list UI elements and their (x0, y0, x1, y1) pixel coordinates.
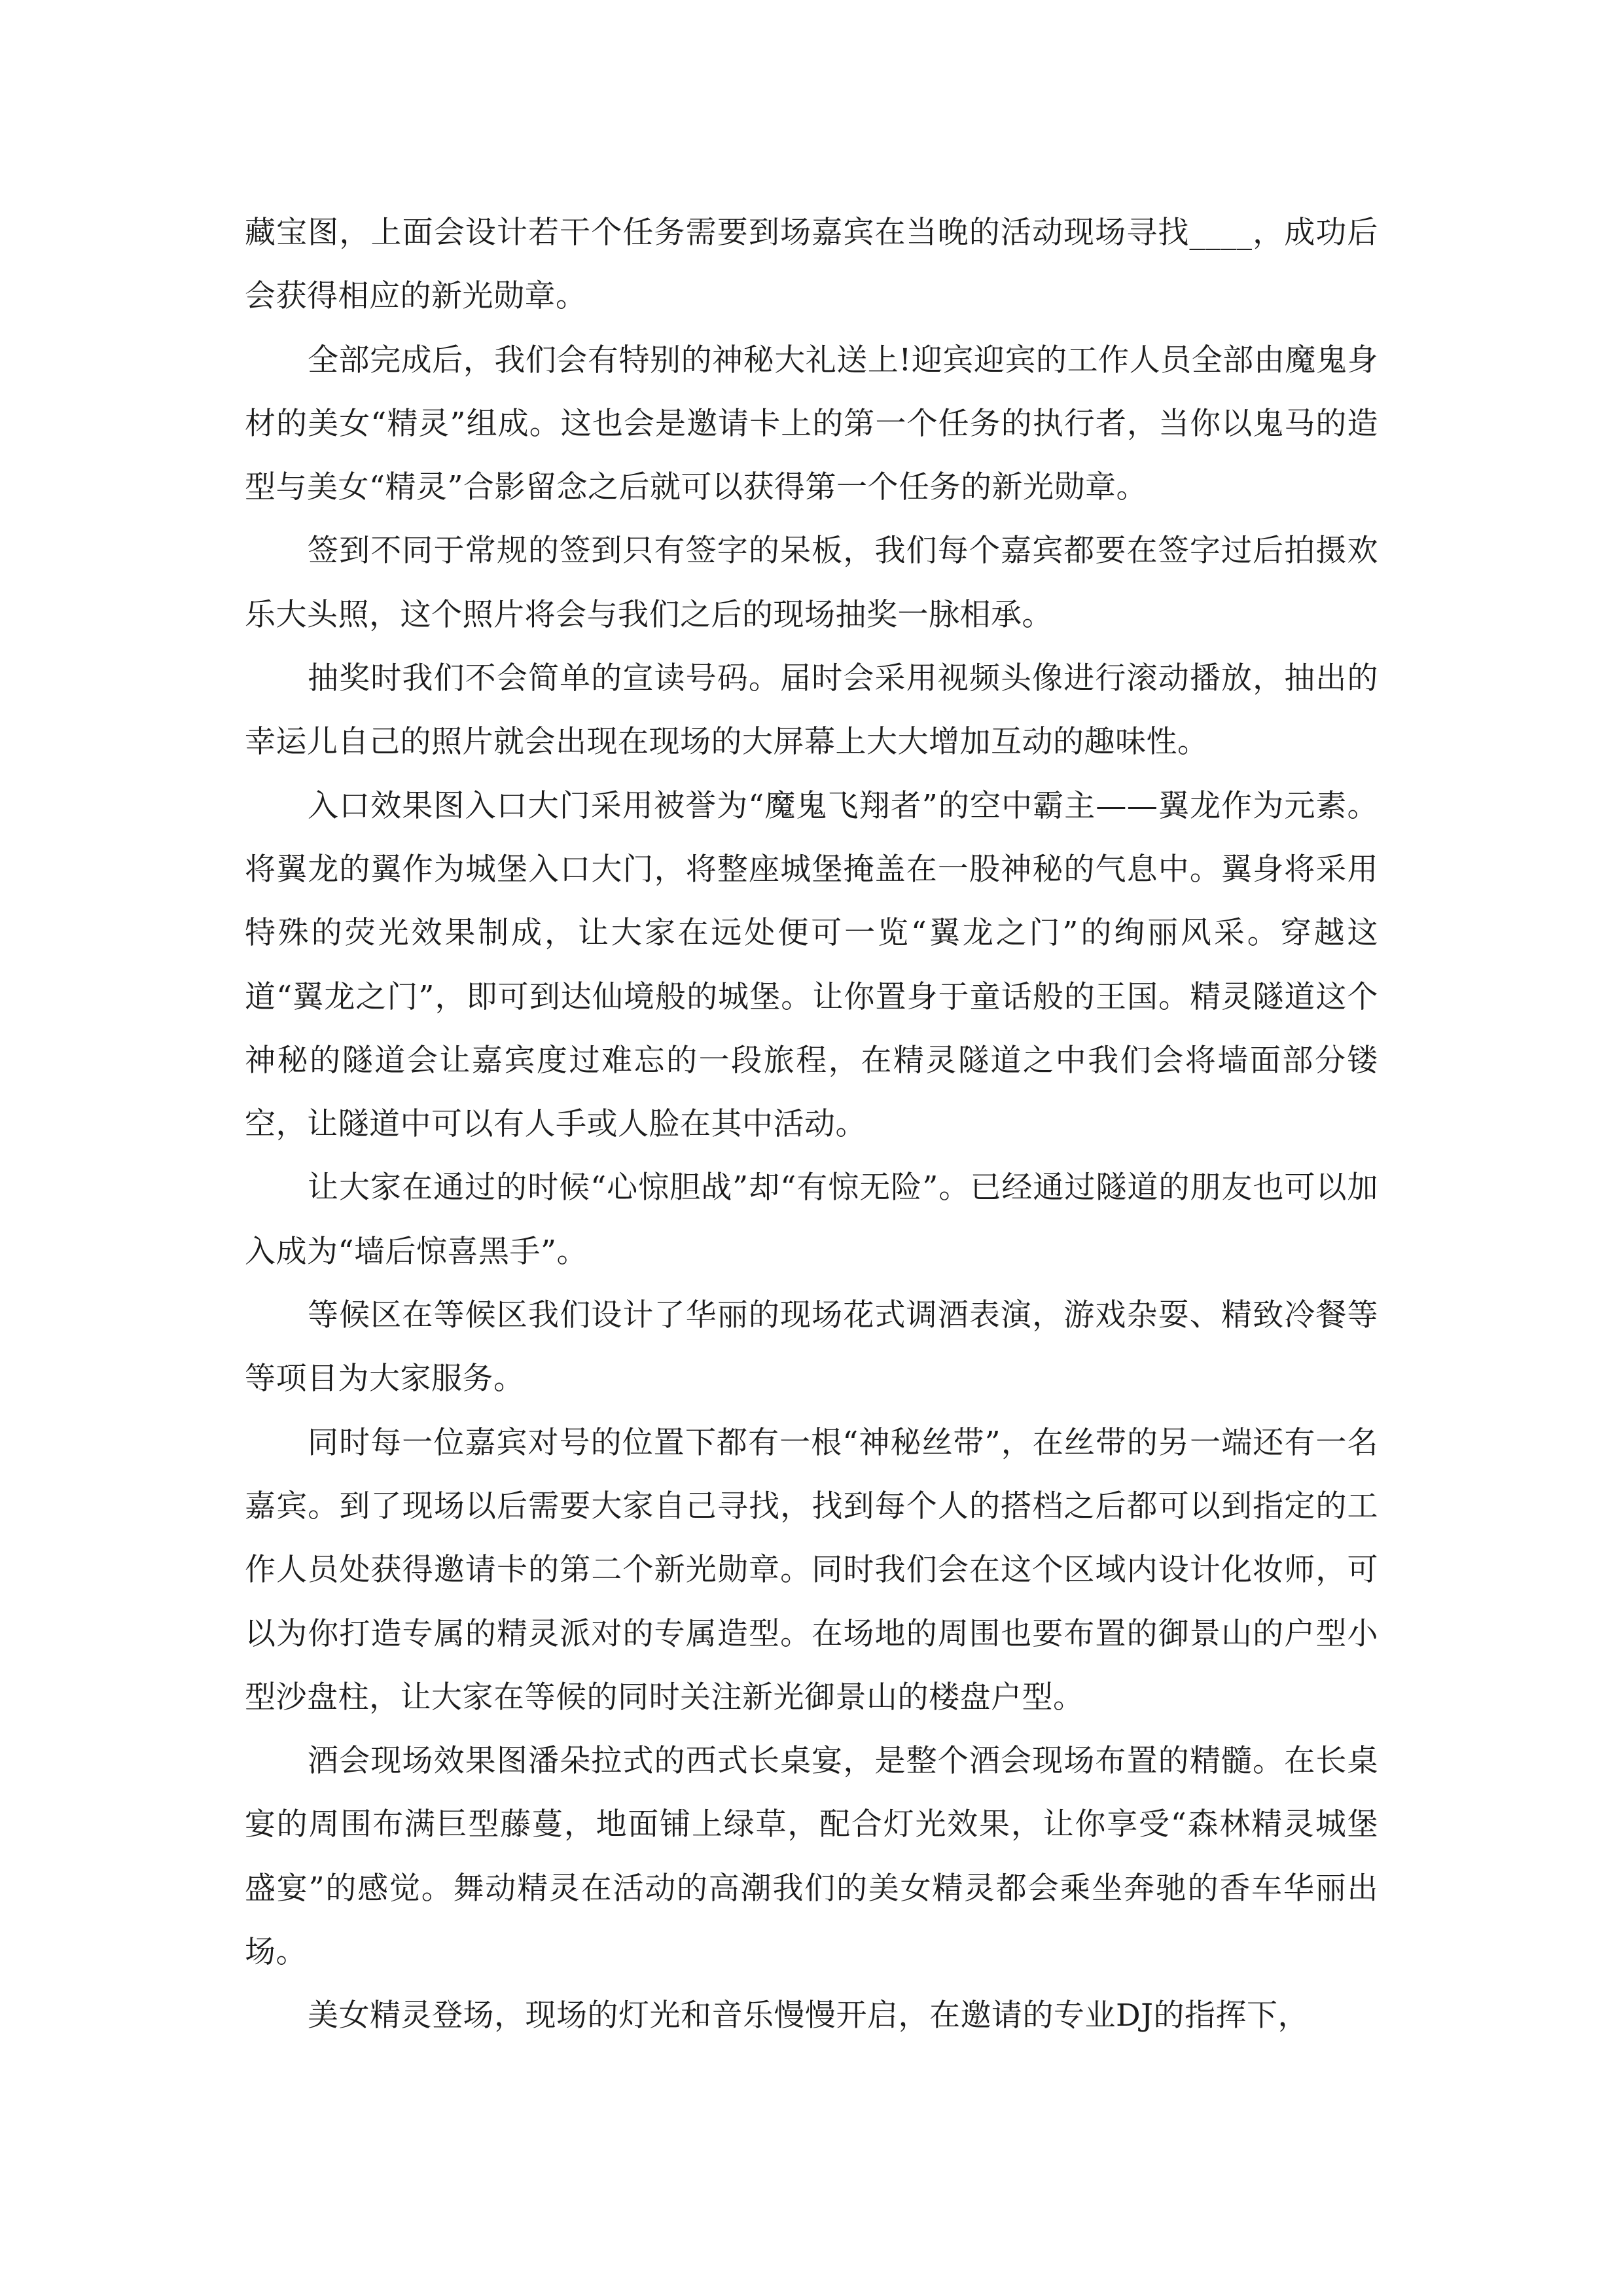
paragraph-4: 抽奖时我们不会简单的宣读号码。届时会采用视频头像进行滚动播放，抽出的幸运儿自己的照片就会出现在现场的大屏幕上大大增加互动的趣味性。 (245, 660, 1378, 761)
paragraph-5: 入口效果图入口大门采用被誉为“魔鬼飞翔者”的空中霸主——翼龙作为元素。将翼龙的翼作为城堡入口大门，将整座城堡掩盖在一股神秘的气息中。翼身将采用特殊的荧光效果制成，让大家在远处便可一览“翼龙之门”的绚丽风采。穿越这道“翼龙之门”，即可到达仙境般的城堡。让你置身于童话般的王国。精灵隧道这个神秘的隧道会让嘉宾度过难忘的一段旅程，在精灵隧道之中我们会将墙面部分镂空，让隧道中可以有人手或人脸在其中活动。 (245, 787, 1378, 1143)
paragraph-6: 让大家在通过的时候“心惊胆战”却“有惊无险”。已经通过隧道的朋友也可以加入成为“墙后惊喜黑手”。 (245, 1170, 1378, 1270)
paragraph-9: 酒会现场效果图潘朵拉式的西式长桌宴，是整个酒会现场布置的精髓。在长桌宴的周围布满巨型藤蔓，地面铺上绿草，配合灯光效果，让你享受“森林精灵城堡盛宴”的感觉。舞动精灵在活动的高潮我们的美女精灵都会乘坐奔驰的香车华丽出场。 (245, 1743, 1378, 1971)
paragraph-7: 等候区在等候区我们设计了华丽的现场花式调酒表演，游戏杂耍、精致冷餐等等项目为大家服务。 (245, 1297, 1378, 1397)
paragraph-1: 藏宝图，上面会设计若干个任务需要到场嘉宾在当晚的活动现场寻找____，成功后会获得相应的新光勋章。 (245, 215, 1378, 315)
paragraph-10: 美女精灵登场，现场的灯光和音乐慢慢开启，在邀请的专业DJ的指挥下， (308, 1998, 1310, 2034)
document-body (245, 201, 1378, 2048)
paragraph-3: 签到不同于常规的签到只有签字的呆板，我们每个嘉宾都要在签字过后拍摄欢乐大头照，这个照片将会与我们之后的现场抽奖一脉相承。 (245, 533, 1378, 633)
paragraph-2: 全部完成后，我们会有特别的神秘大礼送上!迎宾迎宾的工作人员全部由魔鬼身材的美女“精灵”组成。这也会是邀请卡上的第一个任务的执行者，当你以鬼马的造型与美女“精灵”合影留念之后就可以获得第一个任务的新光勋章。 (245, 342, 1378, 506)
paragraph-8: 同时每一位嘉宾对号的位置下都有一根“神秘丝带”，在丝带的另一端还有一名嘉宾。到了现场以后需要大家自己寻找，找到每个人的搭档之后都可以到指定的工作人员处获得邀请卡的第二个新光勋章。同时我们会在这个区域内设计化妆师，可以为你打造专属的精灵派对的专属造型。在场地的周围也要布置的御景山的户型小型沙盘柱，让大家在等候的同时关注新光御景山的楼盘户型。 (245, 1424, 1378, 1715)
